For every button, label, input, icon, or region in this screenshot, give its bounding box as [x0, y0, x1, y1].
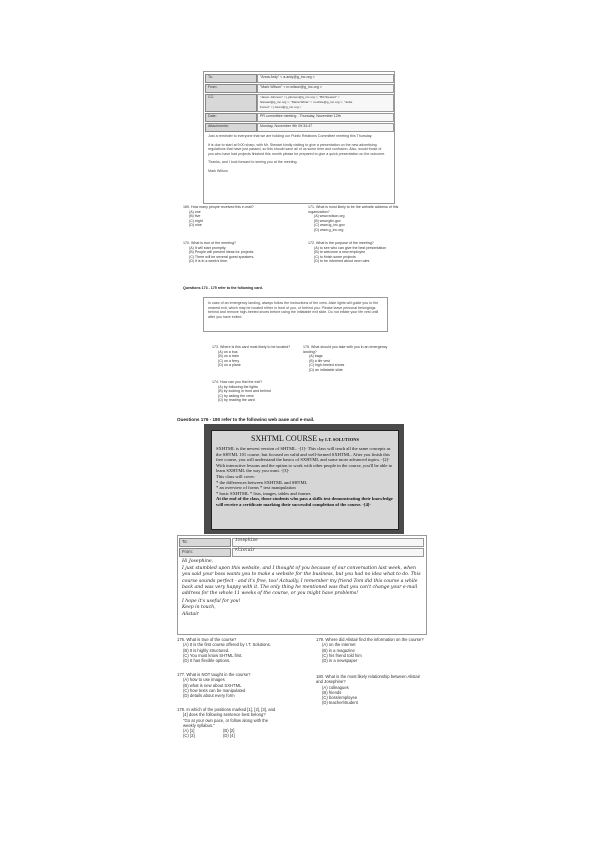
answer-option[interactable]: (C) You must know SHTML first.: [183, 652, 243, 658]
answer-option[interactable]: (C) to finish some projects: [314, 254, 356, 259]
answer-option[interactable]: (B) a life vest: [309, 358, 330, 363]
q175: [303, 345, 393, 373]
answer-option[interactable]: (A) It will start promptly.: [189, 245, 227, 250]
answer-option[interactable]: (C) There will be several guest speakers.: [189, 254, 255, 259]
q180: [316, 674, 428, 706]
question-stem: 172. What is the purpose of the meeting?: [308, 241, 374, 245]
answer-option[interactable]: (B) friends: [322, 689, 342, 695]
email1-cc-value: [257, 94, 394, 112]
email2-sign: Alistair: [182, 611, 199, 617]
answer-option[interactable]: (C) www.ig_inc.gov: [314, 223, 345, 228]
web-section-title: Questions 176 - 180 refer to the following web page and e-mail.: [177, 417, 315, 421]
answer-option[interactable]: (B) what is new about SXHTML: [183, 682, 242, 688]
answer-option[interactable]: (A) It is the first course offered by I.T. Solutions.: [183, 642, 271, 648]
email1-body: [208, 134, 388, 174]
email1-cc-line3: Forest" < j.forest@g_inc.org >: [260, 105, 302, 109]
answer-option[interactable]: (D) It is in a week's time.: [189, 259, 229, 264]
question-stem: 170. What is true of the meeting?: [183, 241, 236, 245]
email2-from-label: From:: [179, 548, 231, 557]
q179: [316, 637, 428, 663]
email1-body-p3: Thanks, and I look forward to seeing you at the meeting.: [208, 160, 298, 165]
question-stem: 176. What is true of the course?: [177, 637, 237, 642]
question-stem: 179. Where did Alistair find the information on the course?: [316, 637, 424, 642]
answer-option[interactable]: (A) [1]: [183, 728, 195, 734]
answer-option[interactable]: (D) in a newspaper: [322, 658, 358, 664]
q169: [183, 205, 293, 228]
question-stem: 178. In which of the positions marked [1], [2], [3], and: [177, 707, 276, 712]
email2-from-value: Alistair: [232, 548, 424, 557]
email1-attach-value: Monday, November 9th 09:34:47: [257, 123, 394, 132]
email1-body-p2: It is due to start at 9:00 sharp, with Mr. Stewart kindly visiting to give a presentation on the new advertising regulations that have just passed, so this should save all of us some time and confusion. Also, would those of you who have had projects finished this month please be prepared to give a quick presentation on the outcome.: [208, 142, 386, 156]
course-bullet-2: * an overview of forms * text manipulation: [216, 485, 296, 491]
question-quote-1: "Go at your own pace, or follow along with the: [183, 717, 269, 723]
email1-to-value: "Anna Ardy" < a.ardy@g_inc.org >: [257, 74, 394, 83]
course-bullet-3: * basic SXHTML * lists, images, tables and frames: [216, 490, 311, 496]
answer-option[interactable]: (C) how texts can be manipulated: [183, 687, 246, 693]
q178: [177, 707, 302, 739]
course-webpage-inner: [211, 430, 399, 530]
course-footer: At the end of the class, those students who pass a skills test demonstrating their knowledge will receive a certificate marking their successful completion of the course. -[4]-: [216, 496, 393, 507]
answer-option[interactable]: (C) his friend told him: [322, 652, 362, 658]
email1-body-sign: Mark Wilson: [208, 168, 228, 173]
question-quote-2: weekly syllabus.": [183, 722, 215, 728]
answer-option[interactable]: (C) by asking the crew: [218, 393, 254, 398]
q172: [308, 241, 408, 264]
q176: [177, 637, 302, 663]
answer-option[interactable]: (A) on a bus: [218, 349, 238, 354]
answer-option[interactable]: (C) on a ferry: [218, 358, 240, 363]
course-webpage-frame: [204, 424, 404, 534]
email1-cc-label: CC:: [205, 94, 257, 112]
course-title-text: SXHTML COURSE: [250, 434, 318, 443]
question-stem: 169. How many people received this e-mail?: [183, 205, 254, 209]
answer-option[interactable]: (B) to welcome a new employee: [314, 250, 366, 255]
answer-option[interactable]: (B) on a train: [218, 354, 239, 359]
course-body: SXHTML is the newest version of SHTML. -[1]- This class will teach all the same concepts as the SHTML 101 course, but focused on valid and well-formed SXHTML. After you finish this free course, you will understand the basics of SXHTML and some more advanced topics. -[2]- With interactive lessons and the option to work with other people in the course, you'll be able to learn SXHTML the way you want. -[3]-: [216, 446, 393, 474]
answer-option[interactable]: (D) details about every form: [183, 693, 235, 699]
email1-body-p1: Just a reminder to everyone that we are holding our Public Relations Committee meeting this Thursday.: [208, 134, 373, 138]
email2-body-text: I just stumbled upon this website, and I thought of you because of our conversation last week, when you said your boss wants you to make a website for the business, but you had no idea what to do. This course sounds perfect - and it's free, too! Actually, I remember my friend Tom did this course a while back and was very happy with it. The only thing he mentioned was that you can't change your e-mail address for the whole 11 weeks of the course, or you might have problems!: [182, 566, 421, 597]
question-stem: 171. What is most likely to be the website address of this organization?: [308, 205, 399, 214]
answer-option[interactable]: (B) www.gtix.gov: [314, 218, 341, 223]
answer-option[interactable]: (D) nine: [189, 223, 202, 228]
question-stem: 177. What is NOT taught in the course?: [177, 672, 251, 677]
answer-option[interactable]: (B) People will present ideas for projects.: [189, 250, 255, 255]
question-stem: 180. What is the most likely relationship between Alistair and Josephine?: [316, 674, 421, 685]
q177: [177, 672, 302, 698]
answer-option[interactable]: (D) to be informed about new rules: [314, 259, 370, 264]
answer-option[interactable]: (C) eight: [189, 218, 203, 223]
email2-closing-1: I hope it's useful for you!: [182, 599, 241, 605]
card-section-title: Questions 173 - 175 refer to the following card.: [183, 286, 263, 290]
answer-option[interactable]: (D) on a plane: [218, 363, 241, 368]
email1-from-label: From:: [205, 84, 257, 93]
email1-date-value: PR committee meeting - Thursday, November 12th: [257, 113, 394, 122]
answer-option[interactable]: (C) high-heeled shoes: [309, 363, 345, 368]
answer-option[interactable]: (B) [2]: [223, 728, 235, 734]
answer-option[interactable]: (A) how to use images: [183, 677, 225, 683]
answer-option[interactable]: (D) by reading the card: [218, 398, 255, 403]
question-stem: 174. How can you find the exit?: [212, 380, 263, 384]
q173: [212, 345, 300, 368]
answer-option[interactable]: (B) five: [189, 214, 201, 219]
question-stem: 175. What should you take with you in an emergency landing?: [303, 345, 388, 354]
email2-body: [182, 559, 422, 618]
course-bullet-1: * the differences between SXHTML and SHTML: [216, 479, 308, 485]
emergency-card: In case of an emergency landing, always follow the instructions of the crew. Aisle lights will guide you to the nearest exit, which may be located either in front of you, or behind you. Please leave personal belongings behind and remove high-heeled shoes before using the inflatable exit slide. Do not inflate your life vest until after you have exited.: [203, 297, 388, 332]
answer-option[interactable]: (D) teacher/student: [322, 700, 358, 706]
email1-date-label: Date:: [205, 113, 257, 122]
email1-to-label: To:: [205, 74, 257, 83]
answer-option[interactable]: (A) by following the lights: [218, 384, 258, 389]
course-will-cover: This class will cover:: [216, 473, 256, 479]
answer-option[interactable]: (A) to see who can give the best presentation: [314, 245, 387, 250]
email1-panel: [203, 71, 395, 204]
email2-to-label: To:: [179, 538, 231, 547]
email1-cc-line2: Stewart@g_inc.org >; "Maria White" < m.white@g_inc.org >; "Jodie: [260, 100, 353, 104]
answer-option[interactable]: (D) www.g_inc.org: [314, 227, 344, 232]
answer-option[interactable]: (A) one: [189, 209, 201, 214]
email1-attach-label: Attachments:: [205, 123, 257, 132]
email2-to-value: Josephine: [232, 538, 424, 547]
answer-option[interactable]: (B) by looking in front and behind: [218, 389, 271, 394]
answer-option[interactable]: (A) www.wilson.org: [314, 214, 345, 219]
email2-panel: [177, 535, 427, 635]
question-stem: 173. Where is this card most likely to be located?: [212, 345, 291, 349]
answer-row: [177, 733, 302, 738]
q174: [212, 380, 312, 403]
answer-option[interactable]: (A) on the internet: [322, 642, 356, 648]
answer-option[interactable]: (D) It has flexible options.: [183, 658, 231, 664]
answer-option[interactable]: (D) [4]: [223, 733, 235, 739]
q171: [308, 205, 408, 233]
answer-option[interactable]: (D) an inflatable slide: [309, 367, 343, 372]
course-title-by: by I.T. SOLUTIONS: [319, 437, 360, 442]
course-title: [212, 434, 398, 444]
answer-option[interactable]: (B) in a magazine: [322, 647, 355, 653]
email1-cc-line1: "Jason Johnson" < j.johnson@g_inc.org >; "Bill Stewart" <: [260, 95, 340, 99]
answer-option[interactable]: (C) boss/employee: [322, 695, 358, 701]
answer-option[interactable]: (A) bags: [309, 354, 323, 359]
email2-greeting: Hi Josephine,: [182, 559, 214, 564]
answer-option[interactable]: (C) [3]: [183, 733, 195, 739]
email2-closing-2: Keep in touch,: [182, 605, 216, 611]
email1-from-value: "Mark Wilson" < m.wilson@g_inc.org >: [257, 84, 394, 93]
question-stem-2: [4] does the following sentence best belong?: [183, 712, 266, 718]
q170: [183, 241, 293, 264]
answer-option[interactable]: (A) colleagues: [322, 684, 349, 690]
answer-option[interactable]: (B) It is highly structured.: [183, 647, 230, 653]
